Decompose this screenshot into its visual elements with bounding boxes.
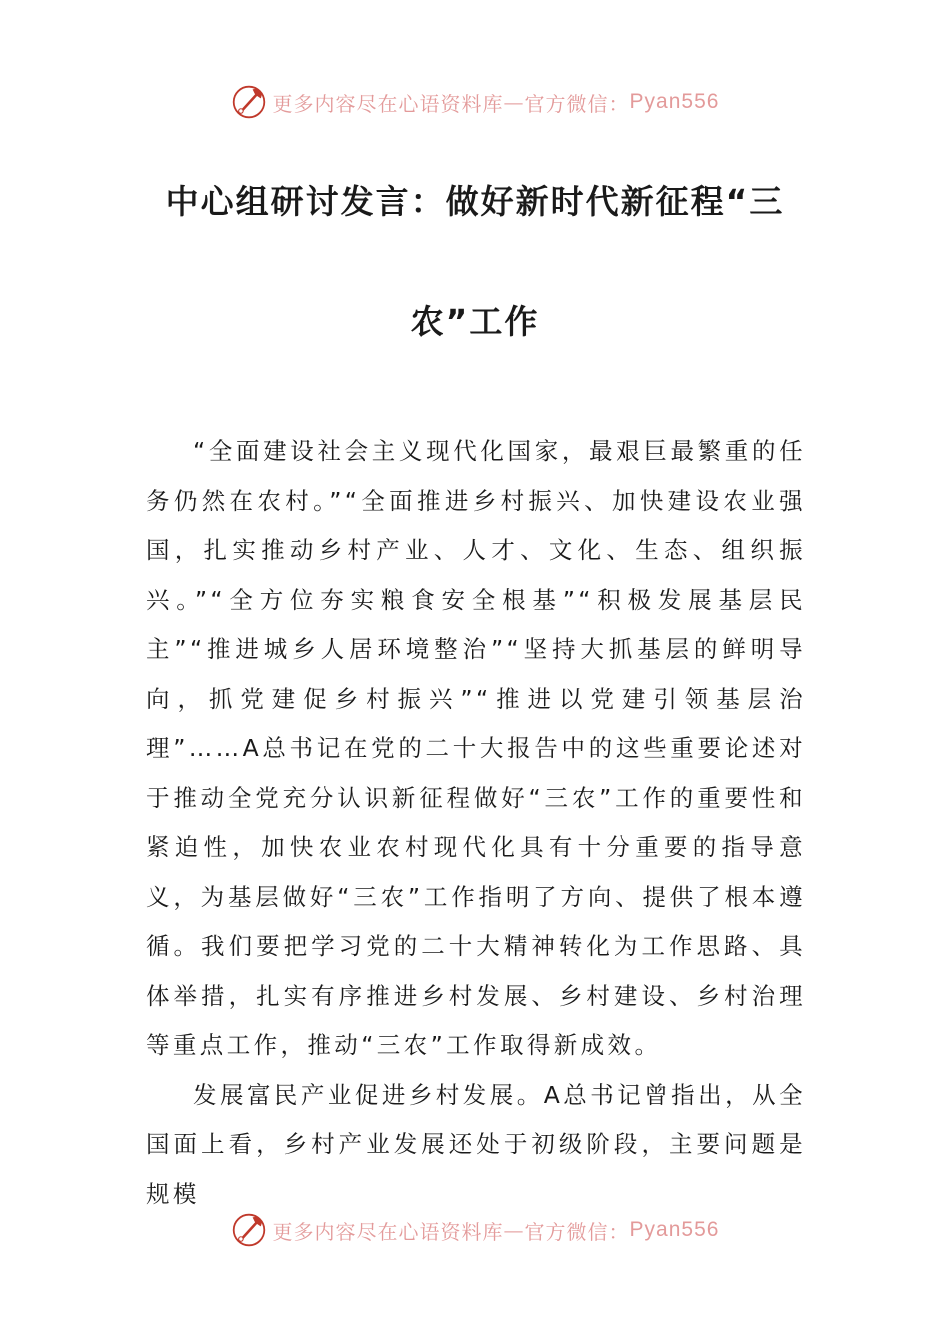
- body-paragraph: “全面建设社会主义现代化国家，最艰巨最繁重的任务仍然在农村。”“全面推进乡村振兴、加快建设农业强国，扎实推动乡村产业、人才、文化、生态、组织振兴。”“全方位夯实粮食安全根基”“积极发展基层民主”“推进城乡人居环境整治”“坚持大抓基层的鲜明导向，抓党建促乡村振兴”“推进以党建引领基层治理”……A总书记在党的二十大报告中的这些重要论述对于推动全党充分认识新征程做好“三农”工作的重要性和紧迫性，加快农业农村现代化具有十分重要的指导意义，为基层做好“三农”工作指明了方向、提供了根本遵循。我们要把学习党的二十大精神转化为工作思路、具体举措，扎实有序推进乡村发展、乡村建设、乡村治理等重点工作，推动“三农”工作取得新成效。: [146, 437, 806, 1059]
- watermark-footer: [0, 1208, 950, 1252]
- watermark-text: 更多内容尽在心语资料库: [272, 91, 504, 116]
- body-paragraph: 发展富民产业促进乡村发展。A总书记曾指出，从全国面上看，乡村产业发展还处于初级阶段，主要问题是规模: [146, 1080, 806, 1208]
- watermark-separator: —: [503, 1218, 525, 1242]
- quill-logo-icon: [231, 84, 267, 120]
- quill-logo-icon: [231, 1212, 267, 1248]
- watermark-text: 更多内容尽在心语资料库: [272, 1219, 504, 1244]
- watermark-wechat-label: 官方微信：: [524, 91, 630, 116]
- document-title-line-1: 中心组研讨发言：做好新时代新征程“三: [165, 182, 785, 221]
- document-title-line-2: 农”工作: [410, 302, 540, 341]
- watermark-wechat-id: Pyan556: [629, 1218, 720, 1241]
- document-body: [146, 427, 806, 1219]
- watermark-header: [0, 80, 950, 124]
- watermark-wechat-id: Pyan556: [629, 90, 720, 113]
- watermark-wechat-label: 官方微信：: [524, 1219, 630, 1244]
- watermark-separator: —: [503, 90, 525, 114]
